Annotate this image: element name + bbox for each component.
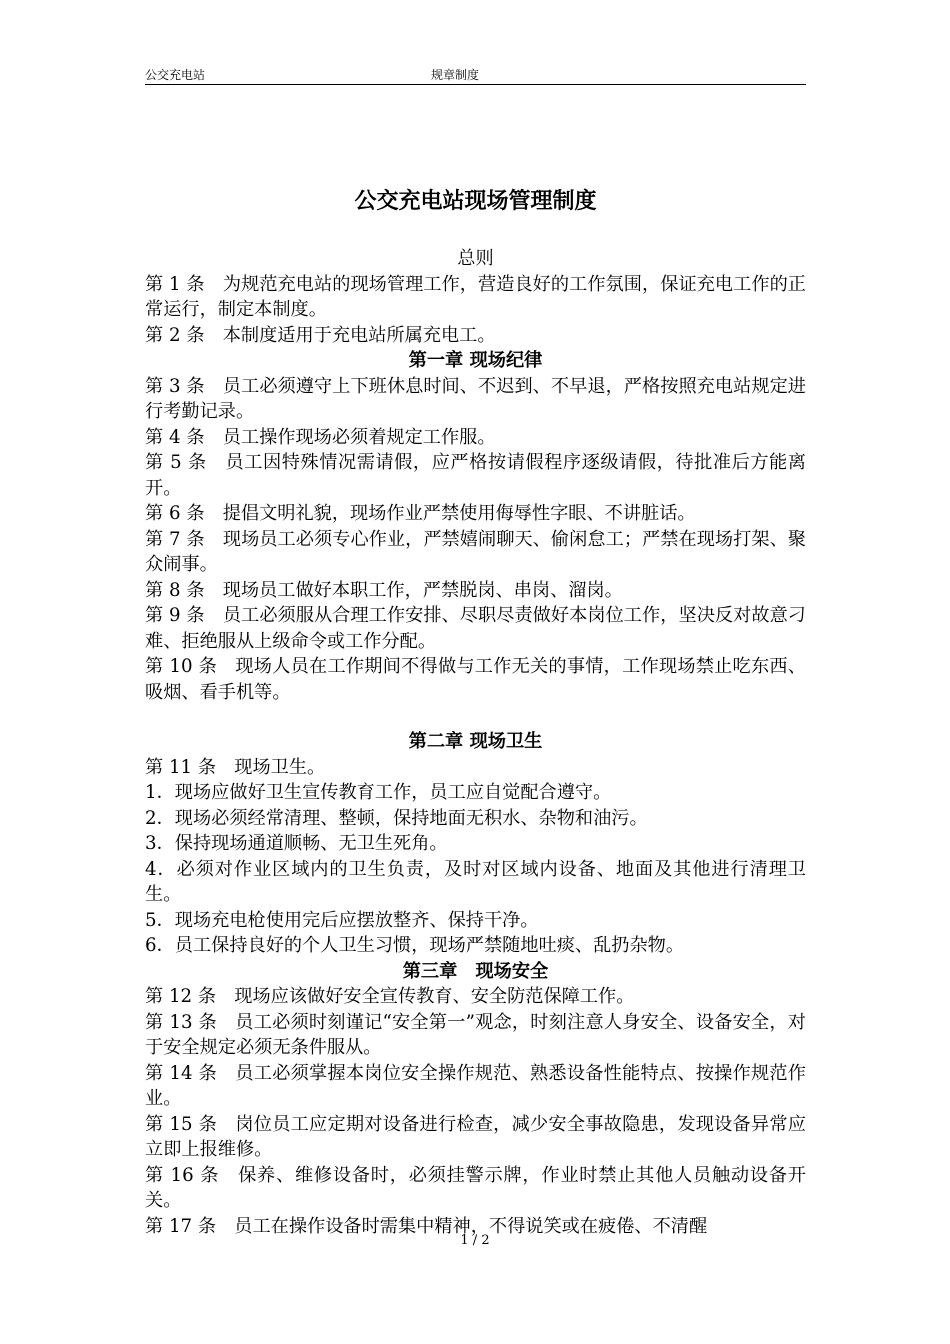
list-item: 3．保持现场通道顺畅、无卫生死角。 bbox=[145, 833, 448, 854]
list-item: 1．现场应做好卫生宣传教育工作，员工应自觉配合遵守。 bbox=[145, 782, 612, 803]
list-item: 5．现场充电枪使用完后应摆放整齐、保持干净。 bbox=[145, 909, 539, 931]
article: 第 17 条 员工在操作设备时需集中精神，不得说笑或在疲倦、不清醒 bbox=[145, 1215, 708, 1237]
article: 第 8 条 现场员工做好本职工作，严禁脱岗、串岗、溜岗。 bbox=[145, 579, 623, 601]
article: 第 7 条 现场员工必须专心作业，严禁嬉闹聊天、偷闲怠工；严禁在现场打架、聚众闹事。 bbox=[145, 528, 806, 575]
list-item: 4．必须对作业区域内的卫生负责，及时对区域内设备、地面及其他进行清理卫生。 bbox=[145, 858, 806, 905]
article: 第 3 条 员工必须遵守上下班休息时间、不迟到、不早退，严格按照充电站规定进行考勤记录。 bbox=[145, 375, 806, 422]
article: 第 13 条 员工必须时刻谨记“安全第一”观念，时刻注意人身安全、设备安全，对于安全规定必须无条件服从。 bbox=[145, 1011, 806, 1058]
chapter3-heading: 第三章 现场安全 bbox=[402, 960, 549, 982]
page-header bbox=[145, 66, 806, 85]
article: 第 6 条 提倡文明礼貌，现场作业严禁使用侮辱性字眼、不讲脏话。 bbox=[145, 503, 696, 524]
article: 第 9 条 员工必须服从合理工作安排、尽职尽责做好本岗位工作，坚决反对故意刁难、拒绝服从上级命令或工作分配。 bbox=[145, 605, 806, 652]
header-left-text: 公交充电站 bbox=[145, 68, 206, 82]
article: 第 14 条 员工必须掌握本岗位安全操作规范、熟悉设备性能特点、按操作规范作业。 bbox=[145, 1062, 806, 1109]
article: 第 16 条 保养、维修设备时，必须挂警示牌，作业时禁止其他人员触动设备开关。 bbox=[145, 1164, 806, 1211]
document-title: 公交充电站现场管理制度 bbox=[354, 188, 597, 214]
list-item: 6．员工保持良好的个人卫生习惯，现场严禁随地吐痰、乱扔杂物。 bbox=[145, 935, 685, 956]
article: 第 10 条 现场人员在工作期间不得做与工作无关的事情，工作现场禁止吃东西、吸烟、看手机等。 bbox=[145, 656, 806, 703]
general-heading: 总则 bbox=[457, 248, 494, 269]
article: 第 11 条 现场卫生。 bbox=[145, 756, 326, 778]
spacer bbox=[145, 705, 806, 729]
article: 第 2 条 本制度适用于充电站所属充电工。 bbox=[145, 324, 496, 346]
list-item: 2．现场必须经常清理、整顿，保持地面无积水、杂物和油污。 bbox=[145, 807, 648, 829]
article: 第 1 条 为规范充电站的现场管理工作，营造良好的工作氛围，保证充电工作的正常运行，制定本制度。 bbox=[145, 273, 806, 320]
chapter1-heading: 第一章 现场纪律 bbox=[408, 350, 543, 371]
article: 第 12 条 现场应该做好安全宣传教育、安全防范保障工作。 bbox=[145, 986, 635, 1007]
header-center-text: 规章制度 bbox=[431, 68, 480, 82]
page-number: 1 / 2 bbox=[460, 1233, 490, 1248]
article: 第 15 条 岗位员工应定期对设备进行检查，减少安全事故隐患，发现设备异常应立即上报维修。 bbox=[145, 1113, 806, 1160]
article: 第 4 条 员工操作现场必须着规定工作服。 bbox=[145, 426, 496, 448]
chapter2-heading: 第二章 现场卫生 bbox=[408, 731, 543, 752]
article: 第 5 条 员工因特殊情况需请假，应严格按请假程序逐级请假，待批准后方能离开。 bbox=[145, 452, 806, 499]
document-body bbox=[145, 246, 806, 1239]
